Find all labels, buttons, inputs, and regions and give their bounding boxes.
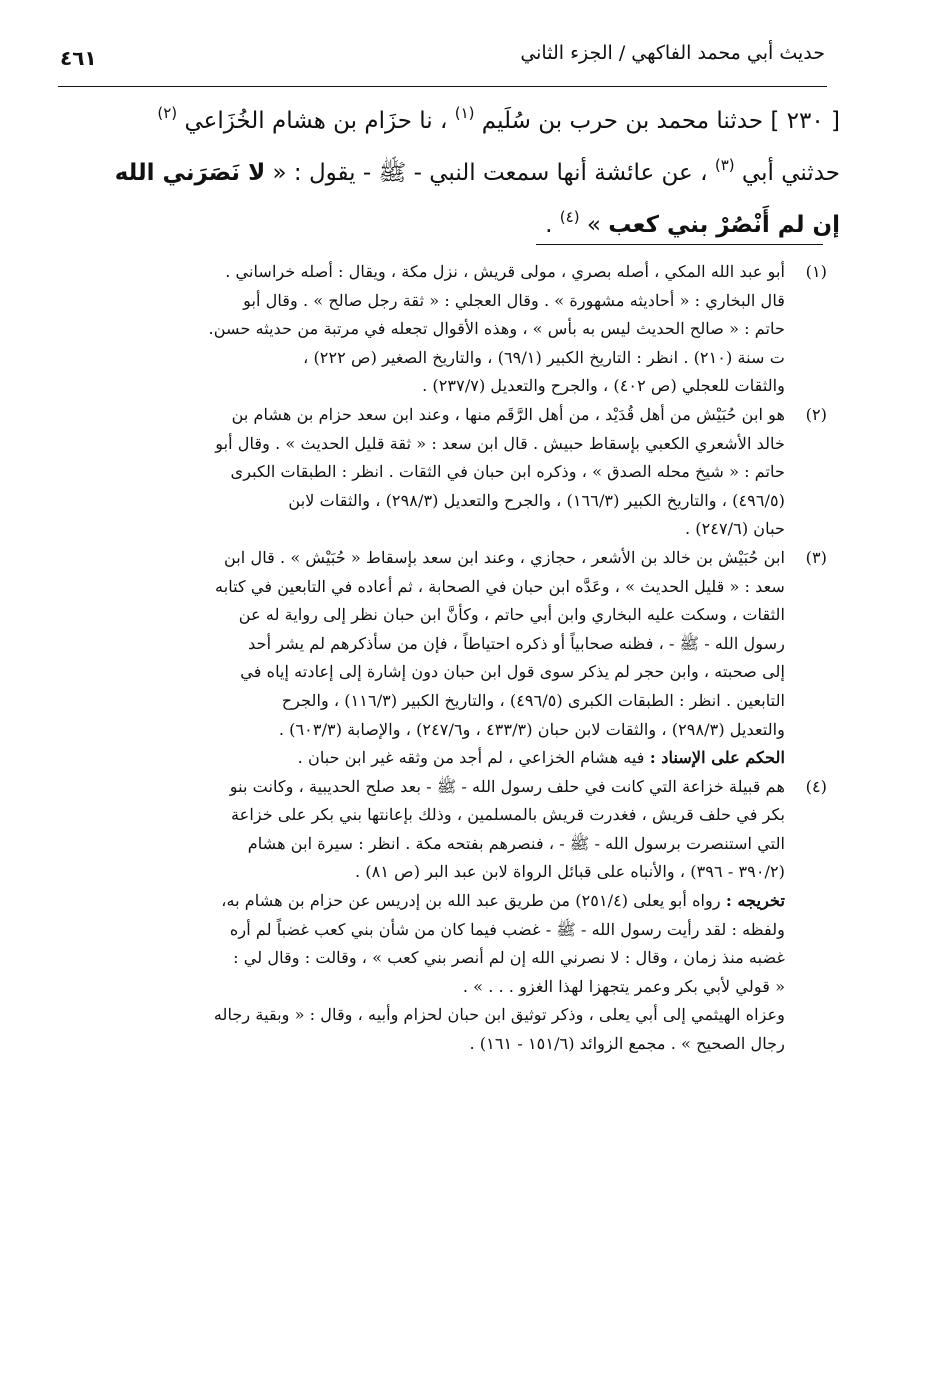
takhrij-line: « قولي لأبي بكر وعمر يتجهزا لهذا الغزو . . . » . <box>462 976 785 996</box>
hadith-text <box>62 96 840 252</box>
footnote-line: الثقات ، وسكت عليه البخاري وابن أبي حاتم ، وكأنَّ ابن حبان نظر إلى رواية له عن <box>238 605 785 625</box>
footnote-line: خالد الأشعري الكعبي بإسقاط حبيش . قال ابن سعد : « ثقة قليل الحديث » . وقال أبو <box>215 433 785 453</box>
hadith-isnad-middle: ، نا حزَام بن هشام الخُزَاعي <box>184 108 448 134</box>
footnote-line: حبان (٢٤٧/٦) . <box>684 519 785 539</box>
zawaid-line: رجال الصحيح » . مجمع الزوائد (١٥١/٦ - ١٦١) . <box>469 1034 785 1054</box>
footnote-number: (٢) <box>805 404 827 424</box>
footnote-line: أبو عبد الله المكي ، أصله بصري ، مولى قريش ، نزل مكة ، ويقال : أصله خراساني . <box>225 262 785 281</box>
footnote-line: حاتم : « شيخ محله الصدق » ، وذكره ابن حبان في الثقات . انظر : الطبقات الكبرى <box>230 462 785 482</box>
hadith-matn-part-1: لا نَصَرَني الله <box>114 160 266 186</box>
hadith-quote-close: » <box>586 212 601 238</box>
footnote-line: التابعين . انظر : الطبقات الكبرى (٤٩٦/٥) ، والتاريخ الكبير (١١٦/٣) ، والجرح <box>281 690 785 710</box>
footnote-2 <box>60 401 825 544</box>
hadith-isnad-start: [ ٢٣٠ ] حدثنا محمد بن حرب بن سُلَيم <box>481 108 840 134</box>
isnad-ruling-text: فيه هشام الخزاعي ، لم أجد من وثقه غير ابن حبان . <box>297 748 645 768</box>
takhrij-text: رواه أبو يعلى (٢٥١/٤) من طريق عبد الله بن إدريس عن حزام بن هشام به، <box>221 891 721 911</box>
footnote-line: التي استنصرت برسول الله - ﷺ - ، فنصرهم بفتحه مكة . انظر : سيرة ابن هشام <box>247 833 785 853</box>
footnote-4 <box>60 773 825 887</box>
takhrij-section <box>60 887 825 1001</box>
hadith-matn-part-2: إن لم أَنْصُرْ بني كعب <box>608 212 840 238</box>
footnote-number: (٣) <box>805 547 827 567</box>
footnote-number: (١) <box>805 262 827 281</box>
zawaid-section <box>60 1001 825 1058</box>
hadith-end-mark: . <box>545 212 553 238</box>
takhrij-first-line <box>60 887 785 916</box>
footnote-number: (٤) <box>805 776 827 796</box>
hadith-isnad-end: حدثني أبي <box>741 160 840 186</box>
footnote-line: (٣٩٠/٢ - ٣٩٦) ، والأنباه على قبائل الرواة لابن عبد البر (ص ٨١) . <box>355 862 785 882</box>
zawaid-line: وعزاه الهيثمي إلى أبي يعلى ، وذكر توثيق ابن حبان لحزام وأبيه ، وقال : « وبقية رجاله <box>213 1005 785 1025</box>
footnote-line: إلى صحبته ، وابن حجر لم يذكر سوى قول ابن حبان دون إشارة إلى إعادته إياه في <box>240 662 785 682</box>
footnote-line: قال البخاري : « أحاديثه مشهورة » . وقال العجلي : « ثقة رجل صالح » . وقال أبو <box>243 290 785 310</box>
hadith-line-2 <box>62 148 840 200</box>
footnote-divider <box>536 244 823 245</box>
footnote-line: هم قبيلة خزاعة التي كانت في حلف رسول الله - ﷺ - بعد صلح الحديبية ، وكانت بنو <box>229 776 785 796</box>
footnote-3 <box>60 544 825 773</box>
isnad-ruling-label: الحكم على الإسناد : <box>649 748 785 768</box>
takhrij-label: تخريجه : <box>725 891 785 911</box>
takhrij-line: غضبه منذ زمان ، وقال : لا نصرني الله إن لم أنصر بني كعب » ، وقالت : وقال لي : <box>233 948 785 968</box>
running-header <box>60 42 825 82</box>
footnote-ref-1: (١) <box>454 104 475 122</box>
footnote-line: هو ابن حُبَيْش من أهل قُدَيْد ، من أهل الرَّقَم منها ، وعند ابن سعد حزام بن هشام بن <box>231 404 785 424</box>
footnote-line: (٤٩٦/٥) ، والتاريخ الكبير (١٦٦/٣) ، والجرح والتعديل (٢٩٨/٣) ، والثقات لابن <box>288 490 785 510</box>
hadith-narration: ، عن عائشة أنها سمعت النبي - ﷺ - يقول : « <box>272 160 708 186</box>
footnote-line: رسول الله - ﷺ - ، فظنه صحابياً أو ذكره احتياطاً ، فإن من سأذكرهم لم يشر أحد <box>248 633 785 653</box>
footnotes <box>60 258 825 1059</box>
footnote-1 <box>60 258 825 401</box>
header-title: حديث أبي محمد الفاكهي / الجزء الثاني <box>520 42 825 64</box>
footnote-line: ابن حُبَيْش بن خالد بن الأشعر ، حجازي ، وعند ابن سعد بإسقاط « حُبَيْش » . قال ابن <box>223 547 785 567</box>
footnote-line: والتعديل (٢٩٨/٣) ، والثقات لابن حبان (٤٣٣/٣ ، و٢٤٧/٦) ، والإصابة (٦٠٣/٣) . <box>278 719 785 739</box>
footnote-line: بكر في حلف قريش ، فغدرت قريش بالمسلمين ، وذلك بإعانتها بني بكر على خزاعة <box>231 805 785 825</box>
hadith-line-1 <box>62 96 840 148</box>
footnote-line: ت سنة (٢١٠) . انظر : التاريخ الكبير (٦٩/١) ، والتاريخ الصغير (ص ٢٢٢) ، <box>303 347 785 367</box>
footnote-line: والثقات للعجلي (ص ٤٠٢) ، والجرح والتعديل (٢٣٧/٧) . <box>422 376 785 396</box>
footnote-ref-3: (٣) <box>714 156 735 174</box>
header-divider <box>58 86 827 87</box>
isnad-ruling <box>60 744 785 773</box>
takhrij-line: ولفظه : لقد رأيت رسول الله - ﷺ - غضب فيما كان من شأن بني كعب غضباً لم أره <box>229 919 785 939</box>
footnote-line: سعد : « قليل الحديث » ، وعَدَّه ابن حبان في الصحابة ، ثم أعاده في التابعين في كتابه <box>215 576 785 596</box>
footnote-line: حاتم : « صالح الحديث ليس به بأس » ، وهذه الأقوال تجعله في مرتبة من حديثه حسن. <box>208 319 785 339</box>
footnote-ref-2: (٢) <box>157 104 178 122</box>
footnote-ref-4: (٤) <box>559 208 580 226</box>
page-number: ٤٦١ <box>60 46 97 70</box>
